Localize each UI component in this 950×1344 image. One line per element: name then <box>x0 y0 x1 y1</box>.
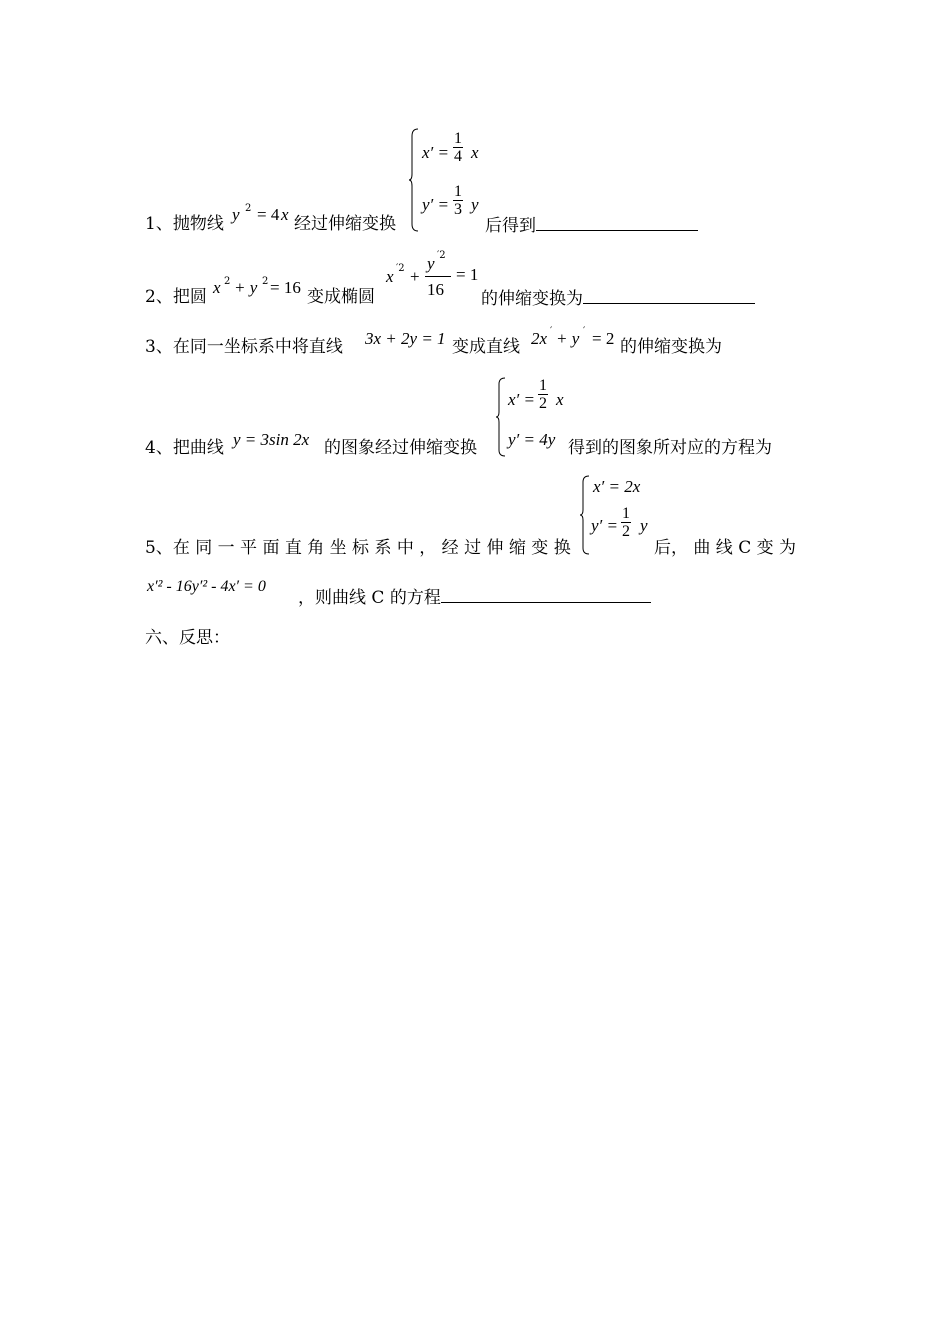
q3-number: 3、 <box>145 337 173 357</box>
q1-sys-y-lhs: y′ = <box>422 195 449 214</box>
q2-ellipse-x: x <box>386 267 394 286</box>
q2-line <box>145 287 207 307</box>
q4-sys-x-lhs: x′ = <box>508 390 535 409</box>
q1-text-3: 后得到 <box>485 216 536 236</box>
q4-text-1: 把曲线 <box>172 438 224 458</box>
q1-sys-y-num: 1 <box>454 183 462 200</box>
q2-answer-blank[interactable] <box>583 287 755 304</box>
q4-number: 4、 <box>145 438 173 458</box>
q3-text-2: 变成直线 <box>452 337 520 357</box>
q1-eq-y: y <box>232 205 240 224</box>
q5-sys-x: x′ = 2x <box>593 477 641 496</box>
q5-sys-y-lhs: y′ = <box>591 516 618 535</box>
q1-eq-sup: 2 <box>245 203 252 214</box>
q1-sys-x-num: 1 <box>454 130 462 147</box>
q2-ellipse-xsup: ′2 <box>396 263 405 274</box>
q2-ellipse-plus: + <box>410 267 420 286</box>
q3-eq2c: = 2 <box>592 329 615 348</box>
q3-eq2-sup1: ′ <box>550 326 553 337</box>
q2-ellipse-num: y <box>427 254 435 273</box>
q1-sys-x-den: 4 <box>454 148 462 165</box>
q1-sys-x-var: x <box>471 143 479 162</box>
q2-eq-rhs: = 16 <box>270 278 301 297</box>
q1-line <box>145 214 224 234</box>
q5-tail <box>298 586 651 608</box>
q1-sys-x-lhs: x′ = <box>422 143 449 162</box>
q3-eq2b: + y <box>556 329 580 348</box>
q5-line <box>145 538 571 558</box>
q1-sys-y-den: 3 <box>454 201 462 218</box>
q5-sys-y-num: 1 <box>622 505 630 522</box>
q4-text-2: 的图象经过伸缩变换 <box>324 438 477 458</box>
q5-eq: x′² - 16y′² - 4x′ = 0 <box>147 578 266 595</box>
section-6-heading: 六、反思： <box>145 628 230 648</box>
q5-text-2: 后， 曲 线 C 变 为 <box>654 538 797 558</box>
q3-eq2-sup2: ′ <box>583 326 586 337</box>
q1-brace-icon <box>408 128 420 232</box>
q4-sys-x-den: 2 <box>539 395 547 412</box>
q1-sys-y-var: y <box>471 195 479 214</box>
q1-number: 1、 <box>145 214 173 234</box>
q5-brace-icon <box>579 475 591 555</box>
q1-sys-y-frac <box>453 183 463 218</box>
q3-text-1: 在同一坐标系中将直线 <box>172 337 343 357</box>
q2-tail <box>481 287 755 309</box>
q5-answer-blank[interactable] <box>441 586 651 603</box>
q5-text-3: ，则曲线 C 的方程 <box>298 588 441 608</box>
q5-sys-y-frac <box>621 505 631 540</box>
q2-text-3: 的伸缩变换为 <box>481 289 583 309</box>
q3-line <box>145 337 343 357</box>
q4-sys-x-frac <box>538 377 548 412</box>
q2-eq-sup2: 2 <box>262 276 269 287</box>
q5-sys-y-den: 2 <box>622 523 630 540</box>
q5-sys-y-var: y <box>640 516 648 535</box>
q1-tail <box>485 214 698 236</box>
q4-brace-icon <box>495 377 507 457</box>
q2-ellipse-den: 16 <box>427 280 444 299</box>
q1-eq-x: x <box>281 205 289 224</box>
q4-sys-x-var: x <box>556 390 564 409</box>
q1-answer-blank[interactable] <box>536 214 698 231</box>
q1-text-2: 经过伸缩变换 <box>294 214 396 234</box>
q2-eq-sup1: 2 <box>224 276 231 287</box>
q4-eq: y = 3sin 2x <box>233 430 310 449</box>
q1-eq-rhs: = 4 <box>257 205 280 224</box>
q2-ellipse-numsup: ′2 <box>437 250 446 261</box>
q1-text-1: 抛物线 <box>172 214 224 234</box>
q4-text-3: 得到的图象所对应的方程为 <box>568 438 772 458</box>
q2-ellipse-bar <box>425 276 451 277</box>
q2-text-2: 变成椭圆 <box>307 287 375 307</box>
q4-sys-y: y′ = 4y <box>508 430 556 449</box>
q2-eq-plus-y: + y <box>234 278 258 297</box>
q2-eq-x: x <box>213 278 221 297</box>
q5-text-1: 在 同 一 平 面 直 角 坐 标 系 中 ， 经 过 伸 缩 变 换 <box>172 538 571 558</box>
q2-ellipse-rhs: = 1 <box>456 265 479 284</box>
q2-number: 2、 <box>145 287 173 307</box>
q3-eq2a: 2x <box>531 329 548 348</box>
q3-text-3: 的伸缩变换为 <box>620 337 722 357</box>
q1-sys-x-frac <box>453 130 463 165</box>
q4-sys-x-num: 1 <box>539 377 547 394</box>
q5-number: 5、 <box>145 538 173 558</box>
q4-line <box>145 438 224 458</box>
q3-eq1: 3x + 2y = 1 <box>365 329 446 348</box>
q2-text-1: 把圆 <box>172 287 207 307</box>
